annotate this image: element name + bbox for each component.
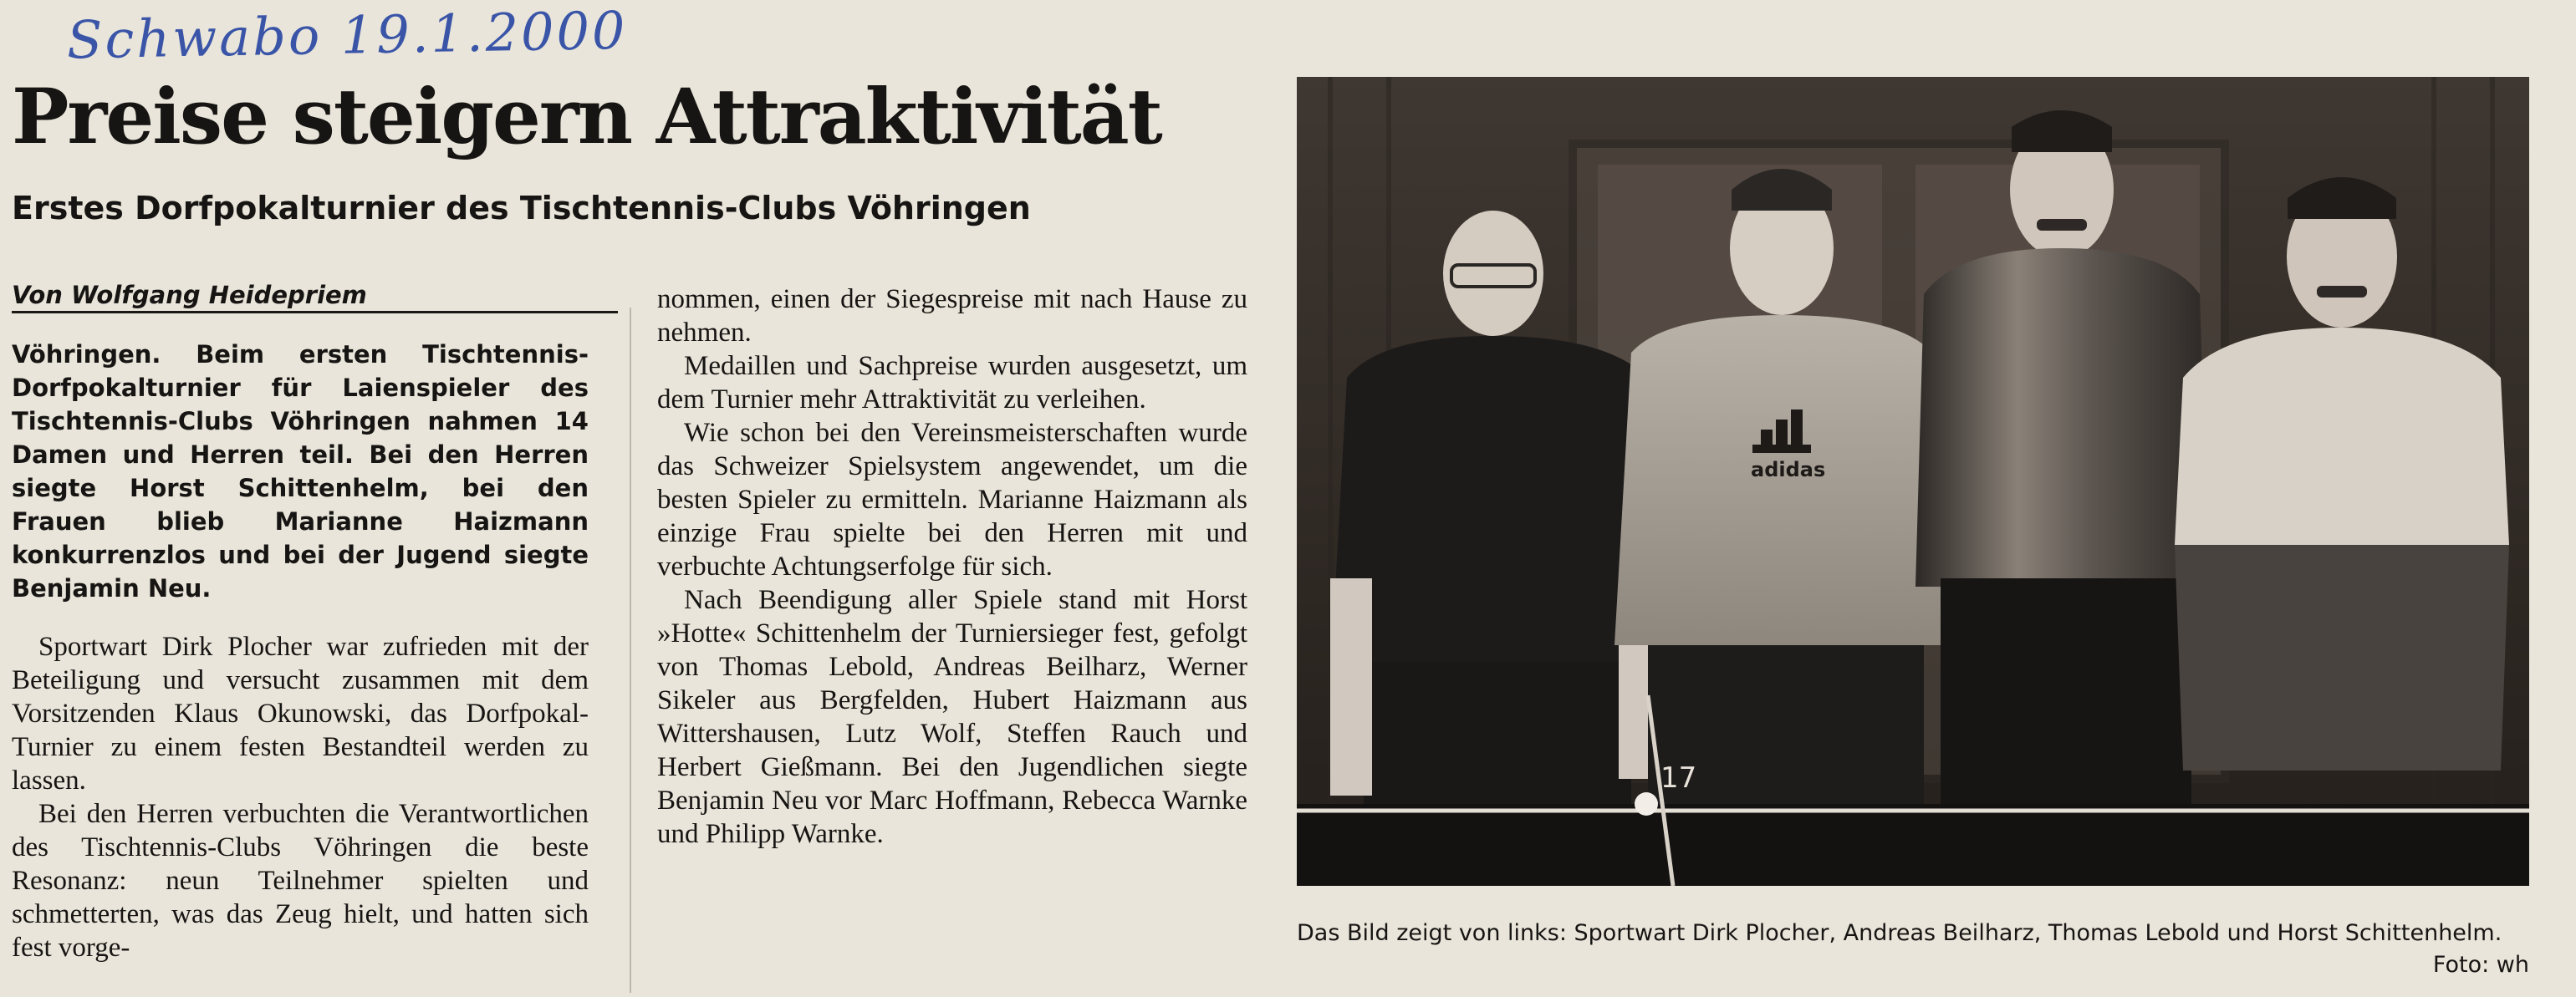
- shirt-number: 17: [1660, 761, 1697, 795]
- byline: Von Wolfgang Heidepriem: [12, 281, 367, 309]
- adidas-logo-text: adidas: [1751, 458, 1826, 481]
- team-photo: [1297, 77, 2529, 886]
- article-column-1: [12, 338, 589, 964]
- headline: Preise steigern Attraktivität: [12, 73, 1161, 161]
- photo-credit: Foto: wh: [2432, 952, 2529, 978]
- column-divider: [630, 308, 631, 993]
- byline-rule: [12, 311, 618, 313]
- body-paragraph: nommen, einen der Siegespreise mit nach Hause zu nehmen.: [657, 284, 1247, 348]
- photo-caption: Das Bild zeigt von links: Sportwart Dirk Plocher, Andreas Beilharz, Thomas Lebold und Horst Schittenhelm.: [1297, 920, 2502, 946]
- team-photo-drawing: [1297, 77, 2529, 886]
- lead-paragraph: Vöhringen. Beim ersten Tischtennis-Dorfpokalturnier für Laienspieler des Tischtennis-Clubs Vöhringen nahmen 14 Damen und Herren teil. Bei den Herren siegte Horst Schittenhelm, bei den Frauen blieb Marianne Haizmann konkurrenzlos und bei der Jugend siegte Benjamin Neu.: [12, 340, 589, 603]
- body-paragraph: Nach Beendigung aller Spiele stand mit Horst »Hotte« Schittenhelm der Turniersieger fest, gefolgt von Thomas Lebold, Andreas Beilharz, Werner Sikeler aus Bergfelden, Hubert Haizmann aus Wittershausen, Lutz Wolf, Steffen Rauch und Herbert Gießmann. Bei den Jugendlichen siegte Benjamin Neu vor Marc Hoffmann, Rebecca Warnke und Philipp Warnke.: [657, 585, 1247, 849]
- body-paragraph: Sportwart Dirk Plocher war zufrieden mit der Beteiligung und versucht zusammen mit dem Vorsitzenden Klaus Okunowski, das Dorfpokal-Turnier zu einem festen Bestandteil werden zu lassen.: [12, 632, 589, 796]
- body-paragraph: Wie schon bei den Vereinsmeisterschaften wurde das Schweizer Spielsystem angewendet, um die besten Spieler zu ermitteln. Marianne Haizmann als einzige Frau spielte bei den Herren mit und verbuchte Achtungserfolge für sich.: [657, 418, 1247, 582]
- body-paragraph: Medaillen und Sachpreise wurden ausgesetzt, um dem Turnier mehr Attraktivität zu verleihen.: [657, 351, 1247, 415]
- article-column-2: [657, 282, 1247, 851]
- body-paragraph: Bei den Herren verbuchten die Verantwortlichen des Tischtennis-Clubs Vöhringen die beste Resonanz: neun Teilnehmer spielten und schmetterten, was das Zeug hielt, und hatten sich fest vorge-: [12, 799, 589, 963]
- subheadline: Erstes Dorfpokalturnier des Tischtennis-Clubs Vöhringen: [12, 190, 1031, 226]
- handwritten-annotation: Schwabo 19.1.2000: [66, 0, 628, 71]
- ping-pong-ball: [1635, 792, 1658, 816]
